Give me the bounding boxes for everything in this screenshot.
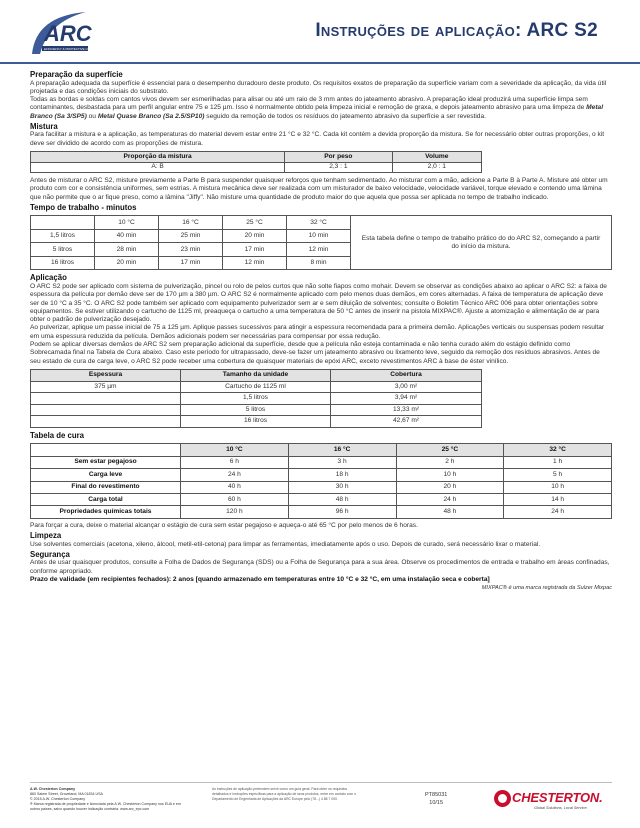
temp-header: 32 °C bbox=[504, 444, 612, 456]
doc-date: 10/15 bbox=[429, 800, 444, 806]
table-cell: 96 h bbox=[288, 506, 396, 518]
table-cell: 14 h bbox=[504, 493, 612, 505]
logo-text: ARC bbox=[44, 21, 92, 46]
table-cell: 42,67 m² bbox=[331, 416, 482, 428]
safety-title: Segurança bbox=[30, 549, 70, 559]
main-content bbox=[30, 69, 612, 593]
table-cell: 120 h bbox=[181, 506, 289, 518]
application-paragraph-1: O ARC S2 pode ser aplicado com sistema de pulverização, pincel ou rolo de pelos curtos que não solte fiapos como mohair. Devem se observar as condições abaixo ao aplicar o ARC S2: a faixa de espessura da película por demão deve ser de 170 µm a 380 µm. O ARC S2 é normalmente aplicado com pelo menos duas demãos, em cores alternadas. A faixa de temperatura de aplicação deve ser de 10 °C a 35 °C. O ARC S2 pode também ser aplicado com equipamento pulverizador sem ar e sem diluição de solventes; consulte o Boletim Técnico ARC 006 para obter orientações sobre equipamentos. Se estiver utilizando o cartucho de 1125 ml, preaqueça o cartucho a uma temperatura de 50 °C antes de inserir na pistola MIXPAC®. Ajuste a atomização e alimentação de ar para obter o padrão de pulverização desejado. bbox=[30, 282, 607, 324]
table-cell: 20 min bbox=[95, 256, 159, 270]
table-cell: 2,0 : 1 bbox=[392, 162, 481, 173]
table-row bbox=[31, 481, 612, 493]
row-label: Propriedades químicas totais bbox=[31, 506, 181, 518]
table-cell: 48 h bbox=[396, 506, 504, 518]
chesterton-mark-icon bbox=[494, 790, 511, 807]
logo-tagline: EFFICIENCY & PROTECTIVE COATINGS bbox=[44, 47, 101, 51]
safety-text: Antes de usar quaisquer produtos, consulte a Folha de Dados de Segurança (SDS) ou a Folha de Segurança para a sua área. Observe os procedimentos de entrada e trabalho em áreas confinadas, conforme apropriado. bbox=[30, 559, 610, 575]
table-cell: 60 h bbox=[181, 493, 289, 505]
row-label: Final do revestimento bbox=[31, 481, 181, 493]
shelf-life: Prazo de validade (em recipientes fechados): 2 anos [quando armazenado em temperaturas entre 10 °C e 32 °C, em uma instalação seca e coberta] bbox=[30, 575, 490, 583]
document-code bbox=[425, 791, 447, 807]
footer-disclaimer: As instruções de aplicação pretendem servir como um guia geral. Para obter os requisitos detalhados e instruções específicas para a aplicação de seus produtos, entre em contato com o Departamento de Engenharia de Aplicações da ARC Europe pelo (78...) 4 88 7 000. bbox=[212, 787, 356, 801]
temp-header: 10 °C bbox=[181, 444, 289, 456]
temp-header: 25 °C bbox=[396, 444, 504, 456]
company-info bbox=[30, 787, 190, 812]
table-cell: 20 h bbox=[396, 481, 504, 493]
table-cell: 1 h bbox=[504, 456, 612, 468]
table-cell: 25 min bbox=[159, 229, 223, 243]
page-title: Instruções de aplicação: ARC S2 bbox=[315, 20, 598, 41]
empty-cell bbox=[31, 404, 181, 416]
table-cell: 20 min bbox=[223, 229, 287, 243]
application-paragraph-2: Ao pulverizar, aplique um passe inicial de 75 a 125 µm. Aplique passes sucessivos para atingir a espessura recomendada para a primeira demão. Aplicações verticais ou suspensas podem resultar em uma espessura reduzida da película. Demãos adicionais podem ser necessárias para compensar por essa redução. bbox=[30, 324, 605, 340]
table-cell: 17 min bbox=[223, 243, 287, 257]
table-row bbox=[31, 381, 482, 393]
company-line: A.W. Chesterton Company bbox=[30, 787, 76, 791]
table-cell: 24 h bbox=[504, 506, 612, 518]
table-cell: 8 min bbox=[287, 256, 351, 270]
table-cell: 12 min bbox=[287, 243, 351, 257]
table-header: Por peso bbox=[285, 152, 392, 163]
table-cell: 13,33 m² bbox=[331, 404, 482, 416]
temp-header: 25 °C bbox=[223, 216, 287, 230]
page-footer bbox=[0, 782, 640, 828]
table-header: Espessura bbox=[31, 369, 181, 381]
table-cell: 10 min bbox=[287, 229, 351, 243]
table-corner bbox=[31, 216, 95, 230]
table-header: Proporção da mistura bbox=[31, 152, 285, 163]
coverage-table bbox=[30, 369, 482, 428]
table-cell: 5 litros bbox=[181, 404, 331, 416]
table-row bbox=[31, 393, 482, 405]
prep-paragraph-2 bbox=[30, 96, 612, 121]
table-cell: 24 h bbox=[396, 493, 504, 505]
table-cell: 6 h bbox=[181, 456, 289, 468]
table-cell: 30 h bbox=[288, 481, 396, 493]
prep-text: ou bbox=[86, 112, 98, 120]
table-cell: 48 h bbox=[288, 493, 396, 505]
cure-title: Tabela de cura bbox=[30, 430, 85, 440]
table-cell: 10 h bbox=[504, 481, 612, 493]
table-cell: 3,94 m² bbox=[331, 393, 482, 405]
worktime-table bbox=[30, 215, 612, 270]
prep-white-metal: Metal Branco (Sa 3/SP5) bbox=[30, 104, 604, 120]
table-row bbox=[31, 416, 482, 428]
application-paragraph-3: Podem se aplicar diversas demãos de ARC S2 sem preparação adicional da superfície, desde que a película não esteja contaminada e não tenha curado além do estágio definido como Sobrecamada final na Tabela de Cura abaixo. Caso este período for ultrapassado, deve-se fazer um jateamento abrasivo ou lixamento leve, seguido da remoção dos resíduos abrasivos. Antes de seu estado de cura de carga leve, o ARC S2 pode receber uma cobertura de quaisquer materiais de epóxi ARC, exceto revestimentos ARC à base de éster vinílico. bbox=[30, 341, 600, 365]
table-cell: 1,5 litros bbox=[181, 393, 331, 405]
cleaning-title: Limpeza bbox=[30, 531, 62, 541]
temp-header: 10 °C bbox=[95, 216, 159, 230]
brand-tagline: Global Solutions, Local Service. bbox=[534, 806, 588, 810]
table-cell: 18 h bbox=[288, 469, 396, 481]
cleaning-text: Use solventes comerciais (acetona, xileno, álcool, metil-etil-cetona) para limpar as ferramentas, imediatamente após o uso. Depois de curado, será necessário lixar o material. bbox=[30, 540, 541, 548]
table-cell: 24 h bbox=[181, 469, 289, 481]
empty-cell bbox=[31, 416, 181, 428]
prep-text: seguido da remoção de todos os resíduos do jateamento abrasivo da superfície a ser revestida. bbox=[204, 112, 486, 120]
table-cell: 40 min bbox=[95, 229, 159, 243]
brand-name: CHESTERTON. bbox=[512, 790, 603, 805]
temp-header: 16 °C bbox=[159, 216, 223, 230]
table-cell: Cartucho de 1125 ml bbox=[181, 381, 331, 393]
table-cell: 17 min bbox=[159, 256, 223, 270]
prep-paragraph-1: A preparação adequada da superfície é essencial para o desempenho duradouro deste produto. Os requisitos exatos de preparação da superfície variam com a severidade da aplicação, da vida útil projetada e das condições iniciais do substrato. bbox=[30, 79, 607, 95]
mix-instructions: Antes de misturar o ARC S2, misture previamente a Parte B para suspender quaisquer reforços que tenham sedimentado. Ao misturar com a mão, adicione a Parte B à Parte A. Misture até obter um produto com cor e consistência uniformes, sem estrias. A mistura mecânica deve ser realizada com um misturador de baixo velocidade, velocidade variável, torque elevado e contendo uma lâmina que não permite que o ar fique preso, como a lâmina "Jiffy". Não misture uma quantidade de produto maior do que aquela que possa ser aplicada no tempo de trabalho indicado. bbox=[30, 177, 608, 201]
table-cell: 5 h bbox=[504, 469, 612, 481]
table-header: Tamanho da unidade bbox=[181, 369, 331, 381]
mix-ratio-table bbox=[30, 151, 482, 173]
prep-text: Todas as bordas e soldas com cantos vivos devem ser esmerilhadas para alisar ou até um raio de 3 mm antes do jateamento abrasivo. A preparação ideal produzirá uma superfície limpa sem contaminantes, desbastada para um perfil angular entre 75 e 125 µm. Isso é normalmente obtido pela limpeza inicial e remoção de graxa, e depois jateamento abrasivo para uma limpeza de bbox=[30, 96, 588, 112]
table-header: Cobertura bbox=[331, 369, 482, 381]
application-title: Aplicação bbox=[30, 273, 67, 283]
table-cell: 16 litros bbox=[181, 416, 331, 428]
table-row bbox=[31, 162, 482, 173]
trademark-note: MIXPAC® é uma marca registrada da Sulzer Mixpac bbox=[481, 585, 612, 592]
table-cell: 10 h bbox=[396, 469, 504, 481]
row-label: Carga leve bbox=[31, 469, 181, 481]
chesterton-logo bbox=[494, 789, 614, 819]
mix-title: Mistura bbox=[30, 121, 58, 131]
table-header: Volume bbox=[392, 152, 481, 163]
footer-divider bbox=[30, 782, 612, 783]
table-cell: 12 min bbox=[223, 256, 287, 270]
table-cell: 2 h bbox=[396, 456, 504, 468]
table-cell: 40 h bbox=[181, 481, 289, 493]
thickness-cell: 375 µm bbox=[31, 381, 181, 393]
table-row bbox=[31, 493, 612, 505]
worktime-note: Esta tabela define o tempo de trabalho prático do do ARC S2, começando a partir do início da mistura. bbox=[351, 216, 612, 270]
prep-near-white-metal: Metal Quase Branco (Sa 2.5/SP10) bbox=[97, 112, 205, 120]
table-corner bbox=[31, 444, 181, 456]
prep-title: Preparação da superfície bbox=[30, 70, 123, 79]
company-line: © 2015 A.W. Chesterton Company bbox=[30, 797, 85, 801]
arc-logo bbox=[30, 8, 101, 60]
mix-intro: Para facilitar a mistura e a aplicação, as temperaturas do material devem estar entre 21 °C e 32 °C. Cada kit contém a devida proporção da mistura. Se for necessário obter outras proporções, o kit deve ser dividido de acordo com as proporções de mistura. bbox=[30, 131, 605, 147]
worktime-title: Tempo de trabalho - minutos bbox=[30, 202, 137, 212]
table-row bbox=[31, 506, 612, 518]
empty-cell bbox=[31, 393, 181, 405]
company-line: 860 Salem Street, Groveland, MA 01834 USA bbox=[30, 792, 103, 796]
temp-header: 32 °C bbox=[287, 216, 351, 230]
table-cell: 23 min bbox=[159, 243, 223, 257]
doc-number: PT85031 bbox=[425, 792, 448, 798]
table-cell: 28 min bbox=[95, 243, 159, 257]
table-cell: 3,00 m² bbox=[331, 381, 482, 393]
row-label: 1,5 litros bbox=[31, 229, 95, 243]
table-row bbox=[31, 469, 612, 481]
temp-header: 16 °C bbox=[288, 444, 396, 456]
row-label: 16 litros bbox=[31, 256, 95, 270]
cure-table bbox=[30, 443, 612, 518]
table-cell: 3 h bbox=[288, 456, 396, 468]
table-row bbox=[31, 404, 482, 416]
table-cell: A: B bbox=[31, 162, 285, 173]
page-header bbox=[0, 0, 640, 66]
row-label: Sem estar pegajoso bbox=[31, 456, 181, 468]
table-cell: 2,3 : 1 bbox=[285, 162, 392, 173]
header-divider bbox=[0, 62, 640, 64]
row-label: 5 litros bbox=[31, 243, 95, 257]
table-row bbox=[31, 456, 612, 468]
row-label: Carga total bbox=[31, 493, 181, 505]
company-line: ® Marca registrada de propriedade e licenciada pela A.W. Chesterton Company nos EUA e em outros países, salvo quando houver indicação contrária. www.arc_epc.com bbox=[30, 802, 181, 811]
cure-note: Para forçar a cura, deixe o material alcançar o estágio de cura sem estar pegajoso e aqueça-o até 65 °C por pelo menos de 6 horas. bbox=[30, 521, 418, 529]
